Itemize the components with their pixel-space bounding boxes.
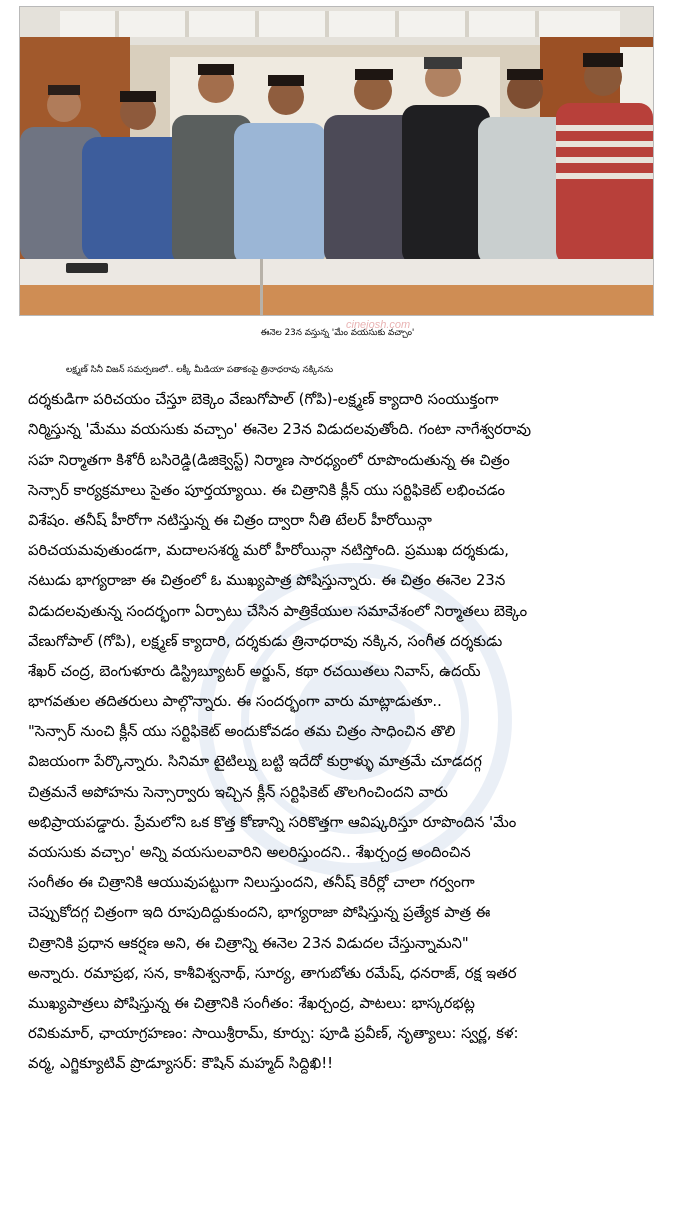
article-line: చిత్రమనే అపోహను సెన్సార్వారు ఇచ్చిన క్లీన్ సర్టిఫికెట్ తొలగించిందని వారు xyxy=(28,783,448,801)
article-line: అభిప్రాయపడ్డారు. ప్రేమలోని ఒక కొత్త కోణాన్ని సరికొత్తగా ఆవిష్కరిస్తూ రూపొందిన 'మేం xyxy=(28,813,517,831)
article-line: అన్నారు. రమాప్రభ, సన, కాశీవిశ్వనాథ్, సూర్య, తాగుబోతు రమేష్, ధనరాజ్, రక్ష ఇతర xyxy=(28,964,517,982)
article-line: చెప్పుకోదగ్గ చిత్రంగా ఇది రూపుదిద్దుకుందని, భాగ్యరాజా పోషిస్తున్న ప్రత్యేక పాత్ర ఈ xyxy=(28,904,491,922)
article-line: విశేషం. తనీష్ హీరోగా నటిస్తున్న ఈ చిత్రం ద్వారా నీతి టేలర్ హీరోయిన్గా xyxy=(28,511,432,529)
article-line: భాగవతుల తదితరులు పాల్గొన్నారు. ఈ సందర్భంగా వారు మాట్లాడుతూ.. xyxy=(28,693,442,711)
article-line: లక్ష్మణ్ సినీ విజన్ సమర్పణలో.. లక్కీ మీడియా పతాకంపై త్రినాధరావు నక్కినను xyxy=(66,365,334,375)
press-meet-group-photo-icon xyxy=(20,7,653,315)
article-line: నిర్మిస్తున్న 'మేము వయసుకు వచ్చాం' ఈనెల 23న విడుదలవుతోంది. గంటా నాగేశ్వరరావు xyxy=(28,421,531,439)
watermark-site-text: cinejosh.com xyxy=(346,319,411,331)
article-line: వేణుగోపాల్ (గోపి), లక్ష్మణ్ క్యాదారి, దర్శకుడు త్రినాధరావు నక్కిన, సంగీత దర్శకుడు xyxy=(28,632,503,650)
article-heading: ఈనెల 23న వస్తున్న 'మేం వయసుకు వచ్చాం' xyxy=(260,328,415,338)
article-line: చిత్రానికి ప్రధాన ఆకర్షణ అని, ఈ చిత్రాన్ని ఈనెల 23న విడుదల చేస్తున్నామని" xyxy=(28,934,469,952)
article-line: సెన్సార్ కార్యక్రమాలు సైతం పూర్తయ్యాయి. ఈ చిత్రానికి క్లీన్ యు సర్టిఫికెట్ లభించడం xyxy=(28,481,505,499)
article-line: పరిచయమవుతుండగా, మదాలసశర్మ మరో హీరోయిన్గా నటిస్తోంది. ప్రముఖ దర్శకుడు, xyxy=(28,542,509,560)
article-line: విడుదలవుతున్న సందర్భంగా ఏర్పాటు చేసిన పాత్రికేయుల సమావేశంలో నిర్మాతలు బెక్కెం xyxy=(28,602,528,620)
article-line: ముఖ్యపాత్రలు పోషిస్తున్న ఈ చిత్రానికి సంగీతం: శేఖర్చంద్ర, పాటలు: భాస్కరభట్ల xyxy=(28,994,475,1012)
article-line: "సెన్సార్ నుంచి క్లీన్ యు సర్టిఫికెట్ అందుకోవడం తమ చిత్రం సాధించిన తొలి xyxy=(28,723,456,741)
article-line: దర్శకుడిగా పరిచయం చేస్తూ బెక్కెం వేణుగోపాల్ (గోపి)-లక్ష్మణ్ క్యాదారి సంయుక్తంగా xyxy=(28,391,499,409)
article-line: విజయంగా పేర్కొన్నారు. సినిమా టైటిల్ను బట్టి ఇదేదో కుర్రాళ్ళు మాత్రమే చూడదగ్గ xyxy=(28,753,482,771)
article-line: నటుడు భాగ్యరాజా ఈ చిత్రంలో ఓ ముఖ్యపాత్ర పోషిస్తున్నారు. ఈ చిత్రం ఈనెల 23న xyxy=(28,572,506,590)
press-meet-photo xyxy=(19,6,654,316)
article-line: వర్మ, ఎగ్జిక్యూటివ్ ప్రొడ్యూసర్: కౌషిన్ మహ్మద్ సిద్దిఖి!! xyxy=(28,1055,334,1073)
article-line: సంగీతం ఈ చిత్రానికి ఆయువుపట్టుగా నిలుస్తుందని, తనీష్ కెరీర్లో చాలా గర్వంగా xyxy=(28,874,475,892)
article-line: రవికుమార్, ఛాయాగ్రహణం: సాయిశ్రీరామ్, కూర్పు: పూడి ప్రవీణ్, నృత్యాలు: స్వర్ణ, కళ: xyxy=(28,1025,519,1043)
article-line: వయసుకు వచ్చాం' అన్ని వయసులవారిని అలరిస్తుందని.. శేఖర్చంద్ర అందించిన xyxy=(28,844,471,861)
article-body xyxy=(28,355,658,1080)
article-line: శేఖర్ చంద్ర, బెంగుళూరు డిస్ట్రిబ్యూటర్ అర్జున్, కథా రచయితలు నివాస్, ఉదయ్ xyxy=(28,662,481,680)
article-line: సహ నిర్మాతగా కిశోరీ బసిరెడ్డి(డిజిక్వెస్ట్) నిర్మాణ సారధ్యంలో రూపొందుతున్న ఈ చిత్రం xyxy=(28,451,510,469)
